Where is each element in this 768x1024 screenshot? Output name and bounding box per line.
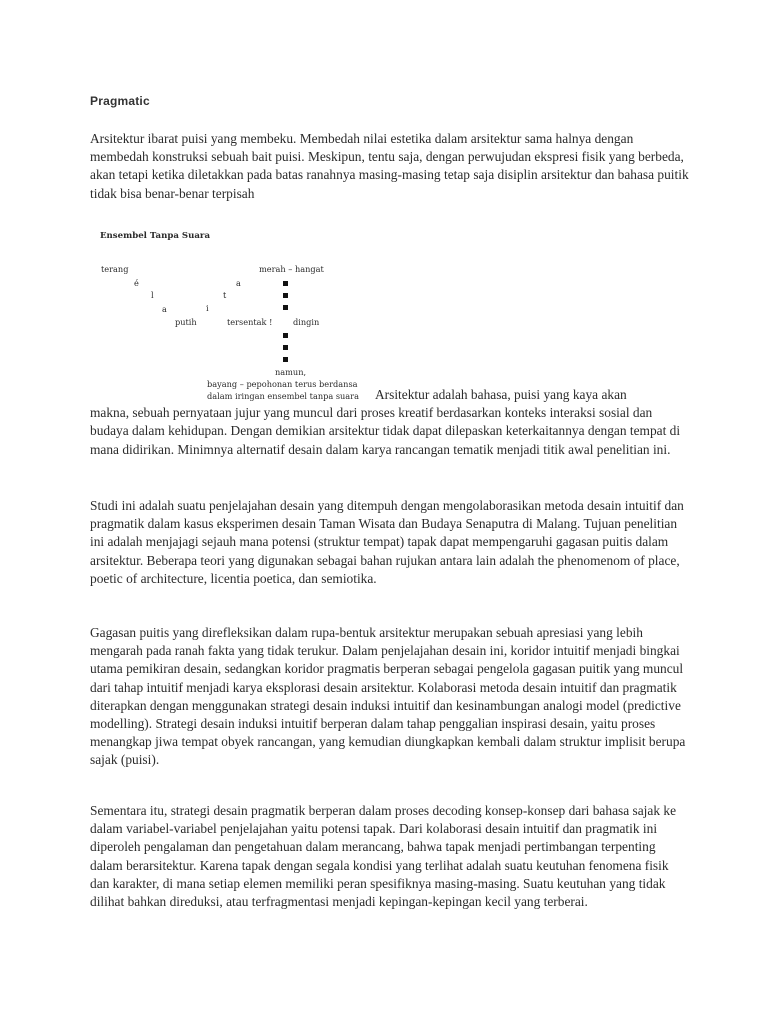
paragraph-2-lead: Arsitektur adalah bahasa, puisi yang kaya akan xyxy=(375,387,627,402)
paragraph-2 xyxy=(90,386,690,459)
paragraph-1: Arsitektur ibarat puisi yang membeku. Membedah nilai estetika dalam arsitektur sama halnya dengan membedah konstruksi sebuah bait puisi. Meskipun, tentu saja, dengan perwujudan ekspresi fisik yang berbeda, akan tetapi ketika diletakkan pada batas ranahnya masing-masing tetap saja disiplin arsitektur dan bahasa puitik tidak bisa benar-benar terpisah xyxy=(90,131,689,201)
paragraph-3: Studi ini adalah suatu penjelajahan desain yang ditempuh dengan mengolaborasikan metoda desain intuitif dan pragmatik dalam kasus eksperimen desain Taman Wisata dan Budaya Senaputra di Malang. Tujuan penelitian ini adalah menjajagi sejauh mana potensi (struktur tempat) tapak dapat mempengaruhi gagasan puitis dalam arsitektur. Beberapa teori yang digunakan sebagai bahan rujukan antara lain adalah the phenomenom of place, poetic of architecture, licentia poetica, dan semiotika. xyxy=(90,498,684,586)
poem-square-mark xyxy=(283,357,288,362)
poem-letter: é xyxy=(134,278,139,288)
poem-square-mark xyxy=(283,281,288,286)
poem-letter: a xyxy=(236,278,241,288)
poem-square-mark xyxy=(283,293,288,298)
poem-title: Ensembel Tanpa Suara xyxy=(100,231,211,241)
poem-word-merah-hangat: merah – hangat xyxy=(259,264,324,274)
poem-square-mark xyxy=(283,305,288,310)
poem-word-tersentak: tersentak ! xyxy=(227,317,273,327)
poem-figure xyxy=(96,226,381,406)
poem-letter: l xyxy=(151,290,154,300)
poem-line-bayang: bayang – pepohonan terus berdansa xyxy=(207,379,358,389)
poem-word-terang: terang xyxy=(101,264,129,274)
poem-word-namun: namun, xyxy=(275,367,307,377)
poem-line-iringan: dalam iringan ensembel tanpa suara xyxy=(207,391,359,401)
poem-letter: t xyxy=(223,290,227,300)
poem-word-putih: putih xyxy=(175,317,197,327)
poem-square-mark xyxy=(283,345,288,350)
poem-letter: a xyxy=(162,304,167,314)
paragraph-2-body: makna, sebuah pernyataan jujur yang muncul dari proses kreatif berdasarkan konteks interaksi sosial dan budaya dalam kehidupan. Dengan demikian arsitektur tidak dapat dilepaskan keterkaitannya dengan tempat di mana didirikan. Minimnya alternatif desain dalam karya rancangan tematik menjadi titik awal penelitian ini. xyxy=(90,405,681,457)
poem-word-dingin: dingin xyxy=(293,317,320,327)
poem-letter: i xyxy=(206,303,209,313)
poem-square-mark xyxy=(283,333,288,338)
paragraph-4: Gagasan puitis yang direfleksikan dalam rupa-bentuk arsitektur merupakan sebuah apresiasi yang lebih mengarah pada ranah fakta yang tidak terukur. Dalam penjelajahan desain ini, koridor intuitif menjadi bingkai utama pemikiran desain, sedangkan koridor pragmatis berperan sebagai pengelola gagasan puitik yang muncul dari tahap intuitif menjadi karya eksplorasi desain arsitektur. Kolaborasi metoda desain intuitif dan pragmatik diterapkan dengan menggunakan strategi desain induksi intuitif dan kesinambungan analogi model (predictive modelling). Strategi desain induksi intuitif berperan dalam tahap penggalian inspirasi desain, yaitu proses menangkap jiwa tempat obyek rancangan, yang kemudian diungkapkan kembali dalam struktur implisit berupa sajak (puisi). xyxy=(90,625,686,768)
paragraph-5: Sementara itu, strategi desain pragmatik berperan dalam proses decoding konsep-konsep dari bahasa sajak ke dalam variabel-variabel penjelajahan yaitu potensi tapak. Dari kolaborasi desain intuitif dan pragmatik ini diperoleh pengalaman dan pengetahuan dalam merancang, bahwa tapak menjadi pertimbangan terpenting dalam berarsitektur. Karena tapak dengan segala kondisi yang terlihat adalah suatu keutuhan fenomena fisik dan karakter, di mana setiap elemen memiliki peran spesifiknya masing-masing. Suatu keutuhan yang tidak dilihat bahkan direduksi, atau terfragmentasi menjadi kepingan-kepingan kecil yang terberai. xyxy=(90,803,677,910)
page-title: Pragmatic xyxy=(90,94,150,108)
